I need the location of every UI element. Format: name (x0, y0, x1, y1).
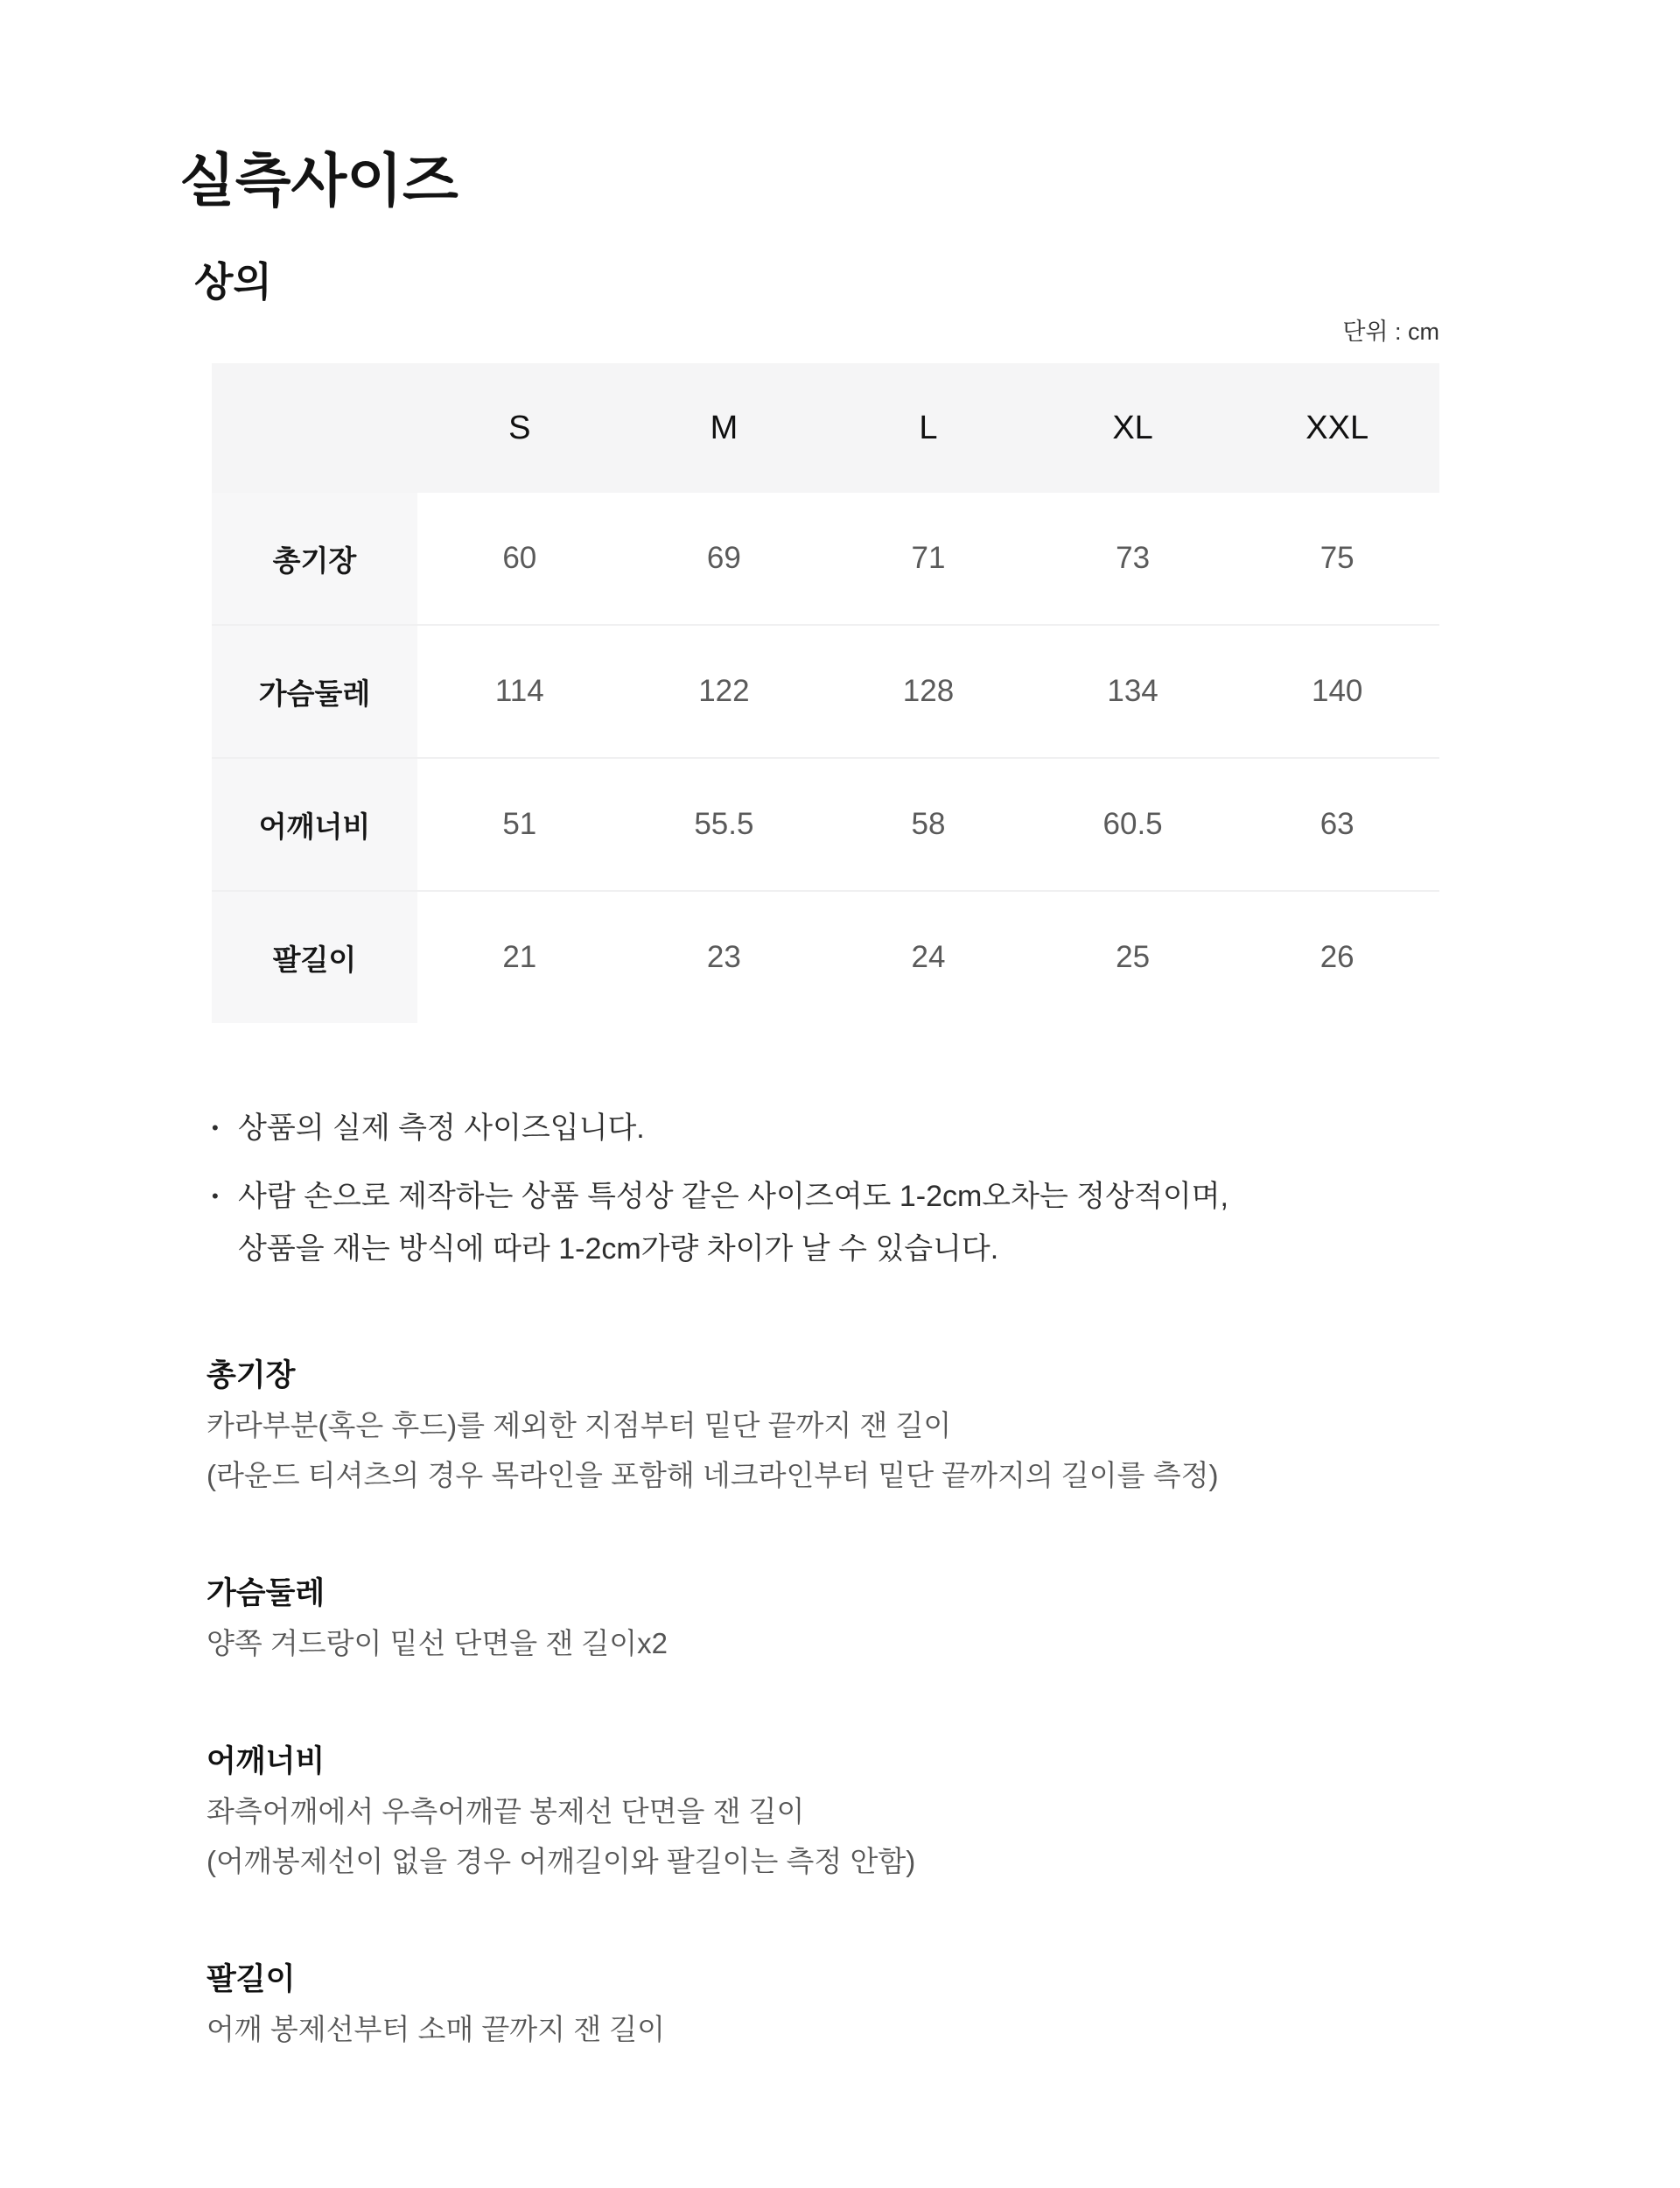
guide-total-length (206, 1350, 1680, 1500)
row-label-shoulder: 어깨너비 (212, 758, 417, 891)
category-subtitle: 상의 (194, 259, 272, 305)
table-cell: 134 (1031, 625, 1236, 758)
table-header-size-xxl: XXL (1235, 363, 1439, 493)
table-header-size-s: S (417, 363, 622, 493)
note-item (206, 1102, 1680, 1154)
guide-desc-line: 카라부분(혹은 후드)를 제외한 지점부터 밑단 끝까지 잰 길이 (206, 1409, 952, 1441)
guide-chest (206, 1568, 1680, 1668)
size-table-container (212, 363, 1439, 1023)
row-label-sleeve: 팔길이 (212, 891, 417, 1023)
table-row-shoulder (212, 758, 1439, 891)
table-cell: 71 (826, 493, 1031, 625)
guide-desc-line: (라운드 티셔츠의 경우 목라인을 포함해 네크라인부터 밑단 끝까지의 길이를 측정) (206, 1459, 1219, 1491)
guide-term: 총기장 (206, 1358, 296, 1392)
table-cell: 69 (622, 493, 827, 625)
table-cell: 26 (1235, 891, 1439, 1023)
table-cell: 73 (1031, 493, 1236, 625)
table-cell: 140 (1235, 625, 1439, 758)
table-cell: 63 (1235, 758, 1439, 891)
page-title: 실측사이즈 (179, 148, 458, 213)
table-header-size-m: M (622, 363, 827, 493)
table-row-chest (212, 625, 1439, 758)
measure-guides (206, 1350, 1680, 2054)
table-header-row (212, 363, 1439, 493)
bullet-icon: • (212, 1117, 219, 1139)
bullet-icon: • (212, 1185, 219, 1207)
guide-sleeve (206, 1954, 1680, 2054)
table-cell: 24 (826, 891, 1031, 1023)
table-header-size-xl: XL (1031, 363, 1236, 493)
table-cell: 60 (417, 493, 622, 625)
guide-desc-line: 양쪽 겨드랑이 밑선 단면을 잰 길이x2 (206, 1627, 668, 1659)
table-cell: 122 (622, 625, 827, 758)
unit-label: 단위 : cm (1342, 319, 1439, 345)
table-cell: 25 (1031, 891, 1236, 1023)
table-cell: 58 (826, 758, 1031, 891)
note-line: 상품을 재는 방식에 따라 1-2cm가량 차이가 날 수 있습니다. (238, 1232, 999, 1266)
notes-list (206, 1102, 1680, 1275)
size-table-body (212, 493, 1439, 1023)
size-table-header (212, 363, 1439, 493)
guide-shoulder (206, 1736, 1680, 1886)
table-row-sleeve (212, 891, 1439, 1023)
table-cell: 51 (417, 758, 622, 891)
note-line: 상품의 실제 측정 사이즈입니다. (238, 1112, 645, 1145)
row-label-chest: 가슴둘레 (212, 625, 417, 758)
table-header-empty-cell (212, 363, 417, 493)
table-row-total-length (212, 493, 1439, 625)
note-item (206, 1170, 1680, 1275)
note-line: 사람 손으로 제작하는 상품 특성상 같은 사이즈여도 1-2cm오차는 정상적이며, (238, 1180, 1228, 1213)
guide-desc-line: 좌측어깨에서 우측어깨끝 봉제선 단면을 잰 길이 (206, 1795, 805, 1827)
table-cell: 60.5 (1031, 758, 1236, 891)
table-cell: 55.5 (622, 758, 827, 891)
table-cell: 128 (826, 625, 1031, 758)
table-cell: 23 (622, 891, 827, 1023)
size-table (212, 363, 1439, 1023)
guide-term: 어깨너비 (206, 1744, 326, 1778)
guide-desc-line: 어깨 봉제선부터 소매 끝까지 잰 길이 (206, 2013, 666, 2045)
table-cell: 21 (417, 891, 622, 1023)
guide-desc-line: (어깨봉제선이 없을 경우 어깨길이와 팔길이는 측정 안함) (206, 1845, 916, 1877)
table-header-size-l: L (826, 363, 1031, 493)
table-cell: 114 (417, 625, 622, 758)
guide-term: 가슴둘레 (206, 1576, 326, 1610)
table-cell: 75 (1235, 493, 1439, 625)
row-label-total-length: 총기장 (212, 493, 417, 625)
guide-term: 팔길이 (206, 1962, 296, 1996)
